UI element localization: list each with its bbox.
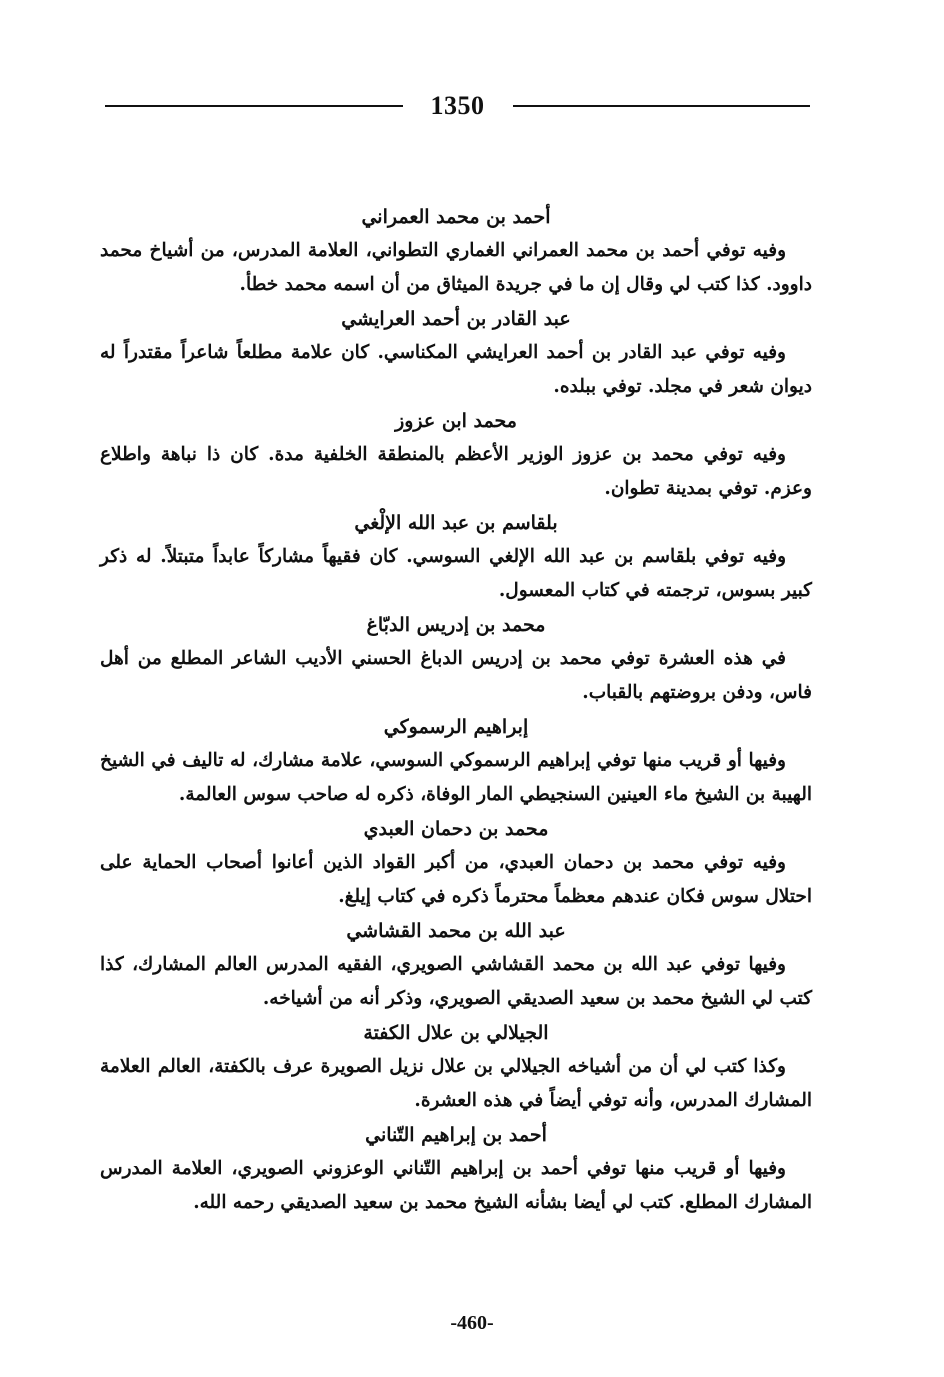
biography-entry bbox=[100, 1020, 812, 1118]
entry-text: في هذه العشرة توفي محمد بن إدريس الدباغ الحسني الأديب الشاعر المطلع من أهل فاس، ودفن بروضتهم بالقباب. bbox=[100, 648, 812, 703]
entry-text: وفيها توفي عبد الله بن محمد القشاشي الصويري، الفقيه المدرس العالم المشارك، كذا كتب لي الشيخ محمد بن سعيد الصديقي الصويري، وذكر أنه من أشياخه. bbox=[100, 954, 812, 1009]
entry-text: وفيها أو قريب منها توفي أحمد بن إبراهيم التّناني الوعزوني الصويري، العلامة المدرس المشارك المطلع. كتب لي أيضا بشأنه الشيخ محمد بن سعيد الصديقي رحمه الله. bbox=[100, 1158, 812, 1213]
entry-text: وفيه توفي عبد القادر بن أحمد العرايشي المكناسي. كان علامة مطلعاً شاعراً مقتدراً له ديوان شعر في مجلد. توفي ببلده. bbox=[100, 342, 812, 397]
entry-text: وفيه توفي محمد بن دحمان العبدي، من أكبر القواد الذين أعانوا أصحاب الحماية على احتلال سوس فكان عندهم معظماً محترماً ذكره في كتاب إيلغ. bbox=[100, 852, 812, 907]
entry-text: وفيه توفي أحمد بن محمد العمراني الغماري التطواني، العلامة المدرس، من أشياخ محمد داوود. كذا كتب لي وقال إن ما في جريدة الميثاق من أن اسمه محمد خطأ. bbox=[100, 240, 812, 295]
biography-entry bbox=[100, 1122, 812, 1220]
header-rule-left bbox=[105, 105, 403, 107]
biography-entry bbox=[100, 510, 812, 608]
entry-title: عبد القادر بن أحمد العرايشي bbox=[341, 308, 571, 330]
biographies-list bbox=[100, 200, 812, 1220]
entry-title: بلقاسم بن عبد الله الإلْغي bbox=[354, 512, 558, 534]
entry-title: محمد بن دحمان العبدي bbox=[363, 818, 549, 840]
entry-title: محمد بن إدريس الدبّاغ bbox=[366, 614, 546, 636]
entry-text: وفيه توفي بلقاسم بن عبد الله الإلغي السوسي. كان فقيهاً مشاركاً عابداً متبتلاً. له ذكر كبير بسوس، ترجمته في كتاب المعسول. bbox=[100, 546, 812, 601]
page-number: -460- bbox=[450, 1312, 494, 1334]
biography-entry bbox=[100, 306, 812, 404]
biography-entry bbox=[100, 714, 812, 812]
entry-text: وفيه توفي محمد بن عزوز الوزير الأعظم بالمنطقة الخلفية مدة. كان ذا نباهة واطلاع وعزم. توفي بمدينة تطوان. bbox=[100, 444, 812, 499]
entry-title: عبد الله بن محمد القشاشي bbox=[346, 920, 566, 942]
biography-entry bbox=[100, 204, 812, 302]
page-header bbox=[105, 86, 810, 126]
entry-title: الجيلالي بن علال الكفتة bbox=[363, 1022, 549, 1044]
biography-entry bbox=[100, 816, 812, 914]
entry-text: وفيها أو قريب منها توفي إبراهيم الرسموكي السوسي، علامة مشارك، له تاليف في الشيخ الهيبة بن الشيخ ماء العينين السنجيطي المار الوفاة، ذكره له صاحب سوس العالمة. bbox=[100, 750, 812, 805]
biography-entry bbox=[100, 408, 812, 506]
entry-title: إبراهيم الرسموكي bbox=[383, 716, 529, 738]
hijri-year-heading: 1350 bbox=[430, 91, 485, 120]
entry-title: أحمد بن محمد العمراني bbox=[361, 206, 551, 228]
entry-title: محمد ابن عزوز bbox=[395, 410, 517, 432]
header-rule-right bbox=[513, 105, 811, 107]
biography-entry bbox=[100, 612, 812, 710]
biography-entry bbox=[100, 918, 812, 1016]
entry-text: وكذا كتب لي أن من أشياخه الجيلالي بن علال نزيل الصويرة عرف بالكفتة، العالم العلامة المشارك المدرس، وأنه توفي أيضاً في هذه العشرة. bbox=[100, 1056, 812, 1111]
entry-title: أحمد بن إبراهيم التّناني bbox=[365, 1124, 547, 1146]
